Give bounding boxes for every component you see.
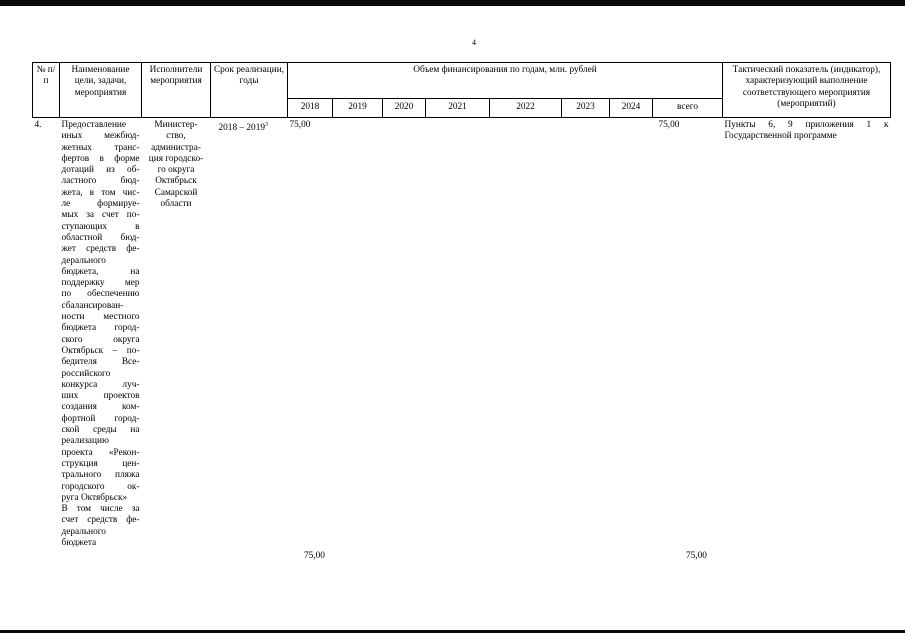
- year-2022: 2022: [490, 98, 562, 117]
- row-name-line: ского округа: [61, 334, 140, 345]
- funding-table: [32, 62, 891, 575]
- row-2018: 75,00: [288, 118, 333, 576]
- table-row: [33, 118, 891, 576]
- row-name-line: поддержку мер: [61, 278, 140, 289]
- row-name-line: трального пляжа: [61, 470, 140, 481]
- row-indicator: [723, 118, 891, 576]
- row-sub-line: дерального: [61, 526, 106, 537]
- row-name-line: по обеспечению: [61, 289, 140, 300]
- row-sub-line: бюджета: [61, 537, 97, 548]
- row-name-line: бюджета город-: [61, 323, 140, 334]
- row-name-line: Предоставление: [61, 120, 127, 130]
- row-2023: [562, 118, 610, 576]
- row-2022: [490, 118, 562, 576]
- year-2020: 2020: [383, 98, 426, 117]
- row-executors-line: го округа: [157, 165, 195, 176]
- row-name-line: сбалансирован-: [61, 300, 124, 311]
- row-name-line: ших проектов: [61, 391, 140, 402]
- row-name-line: дерального: [61, 255, 106, 266]
- row-executors-line: области: [160, 199, 192, 210]
- row-term: [211, 118, 288, 576]
- row-executors-line: Октябрьск: [155, 176, 197, 187]
- row-name-line: бюджета, на: [61, 266, 140, 277]
- row-name-line: струкция цен-: [61, 458, 140, 469]
- year-total: всего: [653, 98, 723, 117]
- row-total: 75,00: [653, 118, 723, 576]
- row-name-line: областной бюд-: [61, 232, 140, 243]
- row-2019: [333, 118, 383, 576]
- row-sub-line: В том числе за: [61, 504, 140, 515]
- year-2018: 2018: [288, 98, 333, 117]
- row-name-line: ской среды на: [61, 425, 140, 436]
- row-name-line: жет средств фе-: [61, 244, 140, 255]
- row-name-line: реализацию: [61, 436, 109, 447]
- row-executors-line: Министер-: [154, 120, 198, 130]
- row-executors-line: Самарской: [154, 187, 198, 198]
- row-name-line: создания ком-: [61, 402, 140, 413]
- bottom-border: [0, 630, 905, 633]
- row-name-line: проекта «Рекон-: [61, 447, 140, 458]
- row-name-text: [62, 120, 140, 504]
- year-2021: 2021: [426, 98, 490, 117]
- row-2024: [610, 118, 653, 576]
- row-name-line: мых за счет по-: [61, 210, 140, 221]
- row-2021: [426, 118, 490, 576]
- row-term-text: 2018 – 2019: [218, 123, 265, 134]
- row-name-line: дотаций из об-: [61, 165, 140, 176]
- row-name-line: конкурса луч-: [61, 379, 140, 390]
- row-executors-line: администра-: [151, 142, 201, 153]
- header-funding: Объем финансирования по годам, млн. рублей: [288, 63, 723, 99]
- header-term: Срок реализации, годы: [211, 63, 288, 118]
- row-executors-line: ция городско-: [148, 153, 204, 164]
- row-name-line: городского ок-: [61, 481, 140, 492]
- header-name: Наименование цели, задачи, мероприятия: [60, 63, 142, 118]
- sub-2018-value: 75,00: [304, 551, 325, 561]
- row-executors-line: ство,: [166, 131, 186, 142]
- row-name-line: ластного бюд-: [61, 176, 140, 187]
- header-indicator: Тактический показатель (индикатор), характеризующий выполнение соответствующего мероприятия (мероприятий): [723, 63, 891, 118]
- row-indicator-text: Пункты 6, 9 приложения 1 к Государственной программе: [724, 120, 889, 142]
- year-2024: 2024: [610, 98, 653, 117]
- year-2019: 2019: [333, 98, 383, 117]
- top-border: [0, 0, 905, 6]
- row-name-line: фертов в форме: [61, 153, 140, 164]
- row-executors: [142, 118, 211, 576]
- row-name-line: жетных транс-: [61, 142, 140, 153]
- row-sub-text: [62, 504, 140, 549]
- row-2020: [383, 118, 426, 576]
- row-name-line: российского: [61, 368, 111, 379]
- header-row: [33, 63, 891, 99]
- row-name-line: ности местного: [61, 312, 140, 323]
- row-name-line: иных межбюд-: [61, 131, 140, 142]
- row-sub-line: счет средств фе-: [61, 515, 140, 526]
- row-name-line: руга Октябрьск»: [61, 492, 128, 503]
- row-name-line: жета, в том чис-: [61, 187, 140, 198]
- row-name-line: ле формируе-: [61, 199, 140, 210]
- sub-total-value: 75,00: [686, 551, 707, 561]
- row-name-line: Октябрьск – по-: [61, 345, 140, 356]
- header-executors: Исполнители мероприятия: [142, 63, 211, 118]
- row-name-line: бедителя Все-: [61, 357, 140, 368]
- year-2023: 2023: [562, 98, 610, 117]
- row-executors-text: [144, 120, 209, 210]
- row-name-line: фортной город-: [61, 413, 140, 424]
- row-term-note: 3: [264, 122, 268, 128]
- page-number: 4: [472, 38, 476, 47]
- row-name-line: ступающих в: [61, 221, 140, 232]
- header-num: № п/п: [33, 63, 60, 118]
- row-name: [60, 118, 142, 576]
- row-num: 4.: [33, 118, 60, 576]
